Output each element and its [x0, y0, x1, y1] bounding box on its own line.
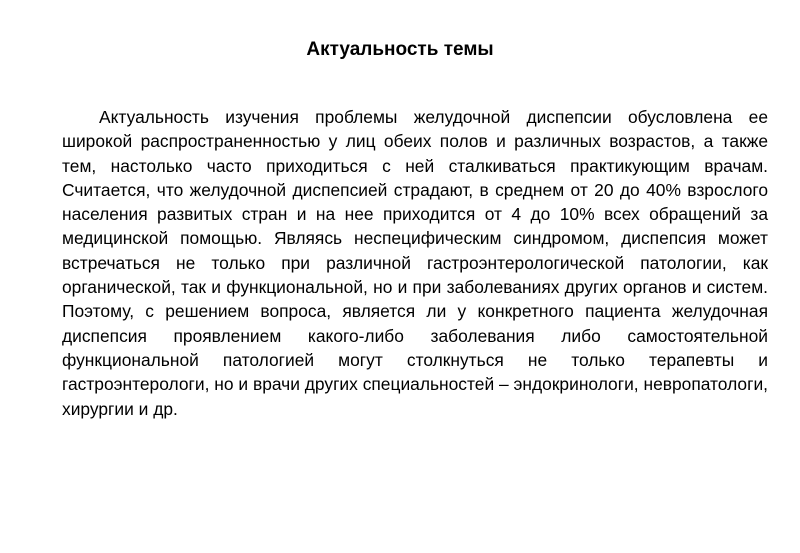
- slide-title: Актуальность темы: [306, 39, 494, 60]
- body-paragraph: Актуальность изучения проблемы желудочной диспепсии обусловлена ее широкой распространенностью у лиц обеих полов и различных возрастов, а также тем, настолько часто приходиться с ней сталкиваться практикующим врачам. Считается, что желудочной диспепсией страдают, в среднем от 20 до 40% взрослого населения развитых стран и на нее приходится от 4 до 10% всех обращений за медицинской помощью. Являясь неспецифическим синдромом, диспепсия может встречаться не только при различной гастроэнтерологической патологии, как органической, так и функциональной, но и при заболеваниях других органов и систем. Поэтому, с решением вопроса, является ли у конкретного пациента желудочная диспепсия проявлением какого-либо заболевания либо самостоятельной функциональной патологией могут столкнуться не только терапевты и гастроэнтерологи, но и врачи других специальностей – эндокринологи, невропатологи, хирургии и др.: [62, 107, 768, 419]
